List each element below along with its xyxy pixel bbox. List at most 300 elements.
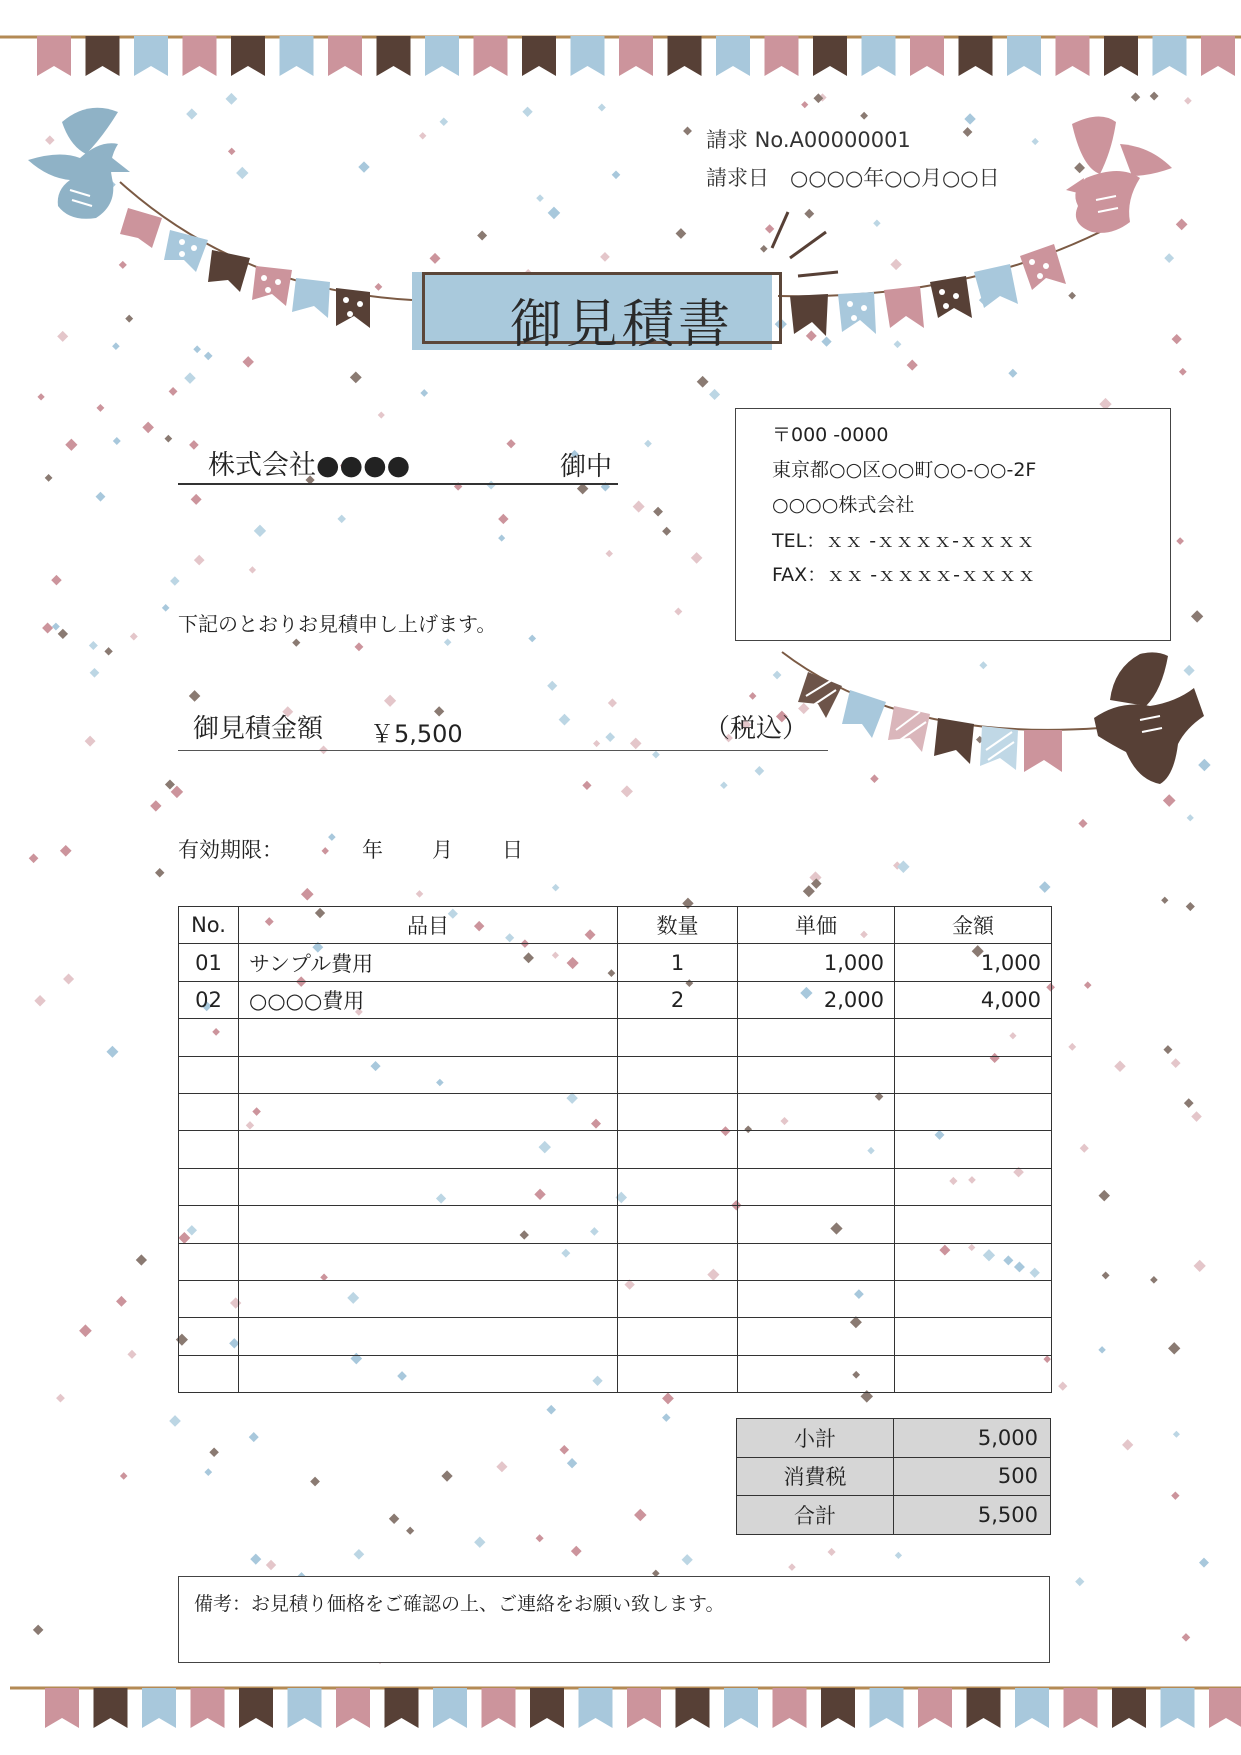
confetti-dot	[389, 1514, 399, 1524]
confetti-dot	[228, 148, 236, 156]
row-unit-price	[738, 1280, 895, 1317]
tax-label: 消費税	[737, 1457, 894, 1496]
totals-table	[736, 1418, 1051, 1535]
confetti-dot	[1187, 814, 1194, 821]
confetti-dot	[375, 283, 383, 291]
row-item	[239, 1243, 618, 1280]
confetti-dot	[127, 1350, 136, 1359]
table-row	[179, 944, 1052, 981]
confetti-dot	[60, 845, 72, 857]
confetti-dot	[29, 853, 39, 863]
confetti-dot	[33, 1625, 44, 1636]
confetti-dot	[430, 253, 441, 264]
top-bunting	[0, 36, 1241, 76]
confetti-dot	[1032, 138, 1039, 145]
confetti-dot	[189, 690, 201, 702]
confetti-dot	[310, 1477, 320, 1487]
confetti-dot	[662, 1393, 674, 1405]
bunting-flag-icon	[280, 36, 314, 76]
confetti-dot	[164, 435, 172, 443]
confetti-dot	[79, 1324, 92, 1337]
bunting-flag-icon	[120, 208, 162, 248]
row-unit-price	[738, 1206, 895, 1243]
table-row	[179, 1093, 1052, 1130]
row-unit-price	[738, 1318, 895, 1355]
confetti-dot	[226, 93, 238, 105]
table-row	[179, 981, 1052, 1018]
confetti-dot	[528, 635, 536, 643]
confetti-dot	[378, 411, 385, 418]
confetti-dot	[552, 884, 560, 892]
confetti-dot	[1099, 1190, 1111, 1202]
bunting-flag-icon	[627, 1688, 661, 1728]
bunting-flag-icon	[482, 1688, 516, 1728]
confetti-dot	[474, 1537, 485, 1548]
confetti-dot	[194, 555, 205, 566]
bunting-flag-icon	[571, 36, 605, 76]
confetti-dot	[644, 440, 652, 448]
confetti-dot	[765, 224, 774, 233]
row-unit-price	[738, 1093, 895, 1130]
amount-underline	[178, 750, 828, 751]
bunting-flag-icon	[838, 292, 876, 334]
confetti-dot	[322, 847, 329, 854]
confetti-dot	[419, 132, 426, 139]
bunting-flag-icon	[959, 36, 993, 76]
confetti-dot	[498, 514, 508, 524]
bunting-flag-icon	[1056, 36, 1090, 76]
subtotal-row	[737, 1419, 1051, 1458]
bunting-flag-icon	[433, 1688, 467, 1728]
bunting-flag-icon	[579, 1688, 613, 1728]
confetti-dot	[89, 641, 98, 650]
row-item: サンプル費用	[239, 944, 618, 981]
left-garland	[28, 108, 412, 328]
bunting-flag-icon	[1153, 36, 1187, 76]
confetti-dot	[598, 104, 606, 112]
bunting-flag-icon	[1024, 730, 1062, 772]
confetti-dot	[184, 372, 196, 384]
confetti-dot	[354, 1549, 365, 1560]
confetti-dot	[170, 576, 180, 586]
bunting-flag-icon	[1112, 1688, 1146, 1728]
bunting-flag-icon	[94, 1688, 128, 1728]
row-unit-price	[738, 1168, 895, 1205]
row-no	[179, 1355, 239, 1392]
header-amount: 金額	[895, 907, 1052, 944]
bunting-flag-icon	[870, 1688, 904, 1728]
confetti-dot	[801, 101, 808, 108]
confetti-dot	[860, 112, 868, 120]
confetti-dot	[51, 575, 62, 586]
confetti-dot	[1080, 1144, 1089, 1153]
row-amount	[895, 1056, 1052, 1093]
confetti-dot	[119, 261, 127, 269]
bunting-flag-icon	[385, 1688, 419, 1728]
bunting-flag-icon	[377, 36, 411, 76]
confetti-dot	[1068, 292, 1076, 300]
table-row	[179, 1243, 1052, 1280]
confetti-dot	[34, 995, 45, 1006]
row-amount	[895, 1168, 1052, 1205]
sender-tel: TEL：ｘｘ -ｘｘｘｘ-ｘｘｘｘ	[772, 530, 1035, 552]
row-no	[179, 1280, 239, 1317]
row-quantity: 2	[618, 981, 738, 1018]
confetti-dot	[821, 337, 831, 347]
row-quantity	[618, 1056, 738, 1093]
confetti-dot	[760, 245, 768, 253]
row-no: 01	[179, 944, 239, 981]
confetti-dot	[662, 1413, 670, 1421]
row-no: 02	[179, 981, 239, 1018]
bunting-flag-icon	[425, 36, 459, 76]
confetti-dot	[1114, 1061, 1126, 1073]
row-unit-price	[738, 1019, 895, 1056]
bunting-flag-icon	[1209, 1688, 1241, 1728]
confetti-dot	[709, 389, 720, 400]
row-amount	[895, 1131, 1052, 1168]
confetti-dot	[209, 1447, 219, 1457]
bunting-flag-icon	[934, 718, 974, 764]
bunting-flag-icon	[252, 266, 292, 306]
confetti-dot	[96, 404, 104, 412]
confetti-dot	[895, 1552, 902, 1559]
row-amount	[895, 1093, 1052, 1130]
confetti-dot	[1179, 368, 1187, 376]
confetti-dot	[384, 695, 396, 707]
confetti-dot	[1161, 897, 1168, 904]
bunting-flag-icon	[862, 36, 896, 76]
confetti-dot	[45, 474, 53, 482]
confetti-dot	[536, 194, 544, 202]
confetti-dot	[1075, 1577, 1084, 1586]
row-no	[179, 1243, 239, 1280]
bunting-flag-icon	[773, 1688, 807, 1728]
bunting-flag-icon	[790, 294, 828, 336]
confetti-dot	[355, 642, 364, 651]
confetti-dot	[416, 890, 424, 898]
confetti-dot	[567, 1458, 577, 1468]
confetti-dot	[546, 1405, 556, 1415]
sender-company: ○○○○株式会社	[772, 494, 915, 516]
confetti-dot	[350, 371, 362, 383]
confetti-dot	[106, 1046, 118, 1058]
bunting-flag-icon	[522, 36, 556, 76]
bunting-flag-icon	[37, 36, 71, 76]
bunting-flag-icon	[668, 36, 702, 76]
row-unit-price: 1,000	[738, 944, 895, 981]
table-header-row	[179, 907, 1052, 944]
confetti-dot	[653, 507, 663, 517]
confetti-dot	[682, 1554, 693, 1565]
confetti-dot	[1008, 369, 1017, 378]
confetti-dot	[907, 360, 918, 371]
confetti-dot	[250, 1554, 261, 1565]
confetti-dot	[1131, 92, 1140, 101]
confetti-dot	[1191, 610, 1203, 622]
table-row	[179, 1318, 1052, 1355]
confetti-dot	[406, 1527, 414, 1535]
row-item	[239, 1093, 618, 1130]
confetti-dot	[963, 127, 973, 137]
row-amount	[895, 1280, 1052, 1317]
bunting-flag-icon	[888, 706, 930, 752]
confetti-dot	[630, 738, 642, 750]
confetti-dot	[1194, 1260, 1206, 1272]
confetti-dot	[633, 501, 645, 513]
confetti-dot	[1078, 819, 1087, 828]
confetti-dot	[440, 117, 449, 126]
row-item	[239, 1280, 618, 1317]
intro-text: 下記のとおりお見積申し上げます。	[178, 612, 497, 636]
bunting-flag-icon	[183, 36, 217, 76]
confetti-dot	[162, 604, 170, 612]
bunting-flag-icon	[164, 230, 208, 272]
confetti-dot	[964, 113, 975, 124]
confetti-dot	[674, 608, 682, 616]
row-quantity	[618, 1019, 738, 1056]
table-row	[179, 1355, 1052, 1392]
row-amount: 4,000	[895, 981, 1052, 1018]
bunting-flag-icon	[208, 250, 250, 292]
confetti-dot	[112, 342, 120, 350]
confetti-dot	[897, 861, 909, 873]
bunting-flag-icon	[765, 36, 799, 76]
confetti-dot	[1176, 537, 1184, 545]
confetti-dot	[337, 515, 346, 524]
tax-row	[737, 1457, 1051, 1496]
confetti-dot	[113, 437, 121, 445]
row-item	[239, 1168, 618, 1205]
confetti-dot	[193, 345, 201, 353]
confetti-dot	[634, 1509, 647, 1522]
bunting-flag-icon	[930, 276, 972, 318]
bunting-flag-icon	[231, 36, 265, 76]
row-no	[179, 1131, 239, 1168]
row-quantity: 1	[618, 944, 738, 981]
estimate-number: 請求 No.A00000001	[706, 128, 911, 152]
confetti-dot	[571, 1546, 582, 1557]
table-row	[179, 1019, 1052, 1056]
confetti-dot	[57, 331, 68, 342]
client-underline	[178, 483, 618, 485]
confetti-dot	[870, 774, 879, 783]
confetti-dot	[444, 638, 452, 646]
confetti-dot	[1074, 162, 1085, 173]
grand-total-label: 合計	[737, 1496, 894, 1535]
row-amount	[895, 1355, 1052, 1392]
confetti-dot	[559, 1445, 569, 1455]
confetti-dot	[249, 1432, 259, 1442]
confetti-dot	[1184, 1098, 1194, 1108]
confetti-dot	[804, 209, 814, 219]
confetti-dot	[96, 492, 106, 502]
confetti-dot	[85, 736, 96, 747]
header-no: No.	[179, 907, 239, 944]
confetti-dot	[45, 135, 55, 145]
bunting-flag-icon	[86, 36, 120, 76]
lower-right-garland	[782, 652, 1204, 784]
confetti-dot	[120, 1472, 128, 1480]
header-item: 品目	[239, 907, 618, 944]
row-amount	[895, 1206, 1052, 1243]
confetti-dot	[652, 751, 660, 759]
confetti-dot	[548, 207, 561, 220]
row-amount	[895, 1019, 1052, 1056]
bunting-flag-icon	[134, 36, 168, 76]
table-row	[179, 1168, 1052, 1205]
row-unit-price	[738, 1131, 895, 1168]
confetti-dot	[1173, 1431, 1180, 1438]
dove-icon	[1066, 116, 1172, 232]
row-amount	[895, 1318, 1052, 1355]
client-honorific: 御中	[560, 452, 613, 482]
confetti-dot	[873, 220, 880, 227]
row-no	[179, 1206, 239, 1243]
confetti-dot	[236, 167, 248, 179]
bunting-flag-icon	[842, 690, 886, 738]
bunting-flag-icon	[530, 1688, 564, 1728]
bunting-flag-icon	[1007, 36, 1041, 76]
confetti-dot	[608, 698, 617, 707]
page-title: 御見積書	[510, 295, 735, 355]
bunting-flag-icon	[884, 286, 924, 328]
row-no	[179, 1168, 239, 1205]
confetti-dot	[328, 833, 336, 841]
row-quantity	[618, 1168, 738, 1205]
row-item	[239, 1056, 618, 1093]
row-unit-price	[738, 1355, 895, 1392]
confetti-dot	[1168, 1342, 1180, 1354]
confetti-dot	[292, 639, 300, 647]
confetti-dot	[828, 1548, 836, 1556]
row-amount: 1,000	[895, 944, 1052, 981]
confetti-dot	[1122, 1439, 1133, 1450]
confetti-dot	[1199, 1558, 1209, 1568]
confetti-dot	[52, 623, 60, 631]
confetti-dot	[130, 633, 138, 641]
row-item	[239, 1131, 618, 1168]
bottom-bunting	[10, 1688, 1241, 1728]
confetti-dot	[612, 170, 621, 179]
confetti-dot	[249, 566, 256, 573]
row-item: ○○○○費用	[239, 981, 618, 1018]
confetti-dot	[169, 387, 178, 396]
confetti-dot	[1150, 92, 1159, 101]
confetti-dot	[186, 108, 197, 119]
confetti-dot	[1164, 253, 1174, 263]
confetti-dot	[204, 1468, 212, 1476]
row-quantity	[618, 1093, 738, 1130]
confetti-dot	[621, 785, 633, 797]
bunting-flag-icon	[336, 1688, 370, 1728]
validity-month: 月	[432, 838, 453, 862]
bunting-flag-icon	[910, 36, 944, 76]
confetti-dot	[63, 973, 74, 984]
confetti-dot	[600, 252, 610, 262]
bunting-flag-icon	[336, 288, 370, 328]
confetti-dot	[1182, 1633, 1191, 1642]
row-unit-price: 2,000	[738, 981, 895, 1018]
confetti-dot	[1171, 1491, 1179, 1499]
confetti-dot	[165, 779, 175, 789]
bunting-flag-icon	[918, 1688, 952, 1728]
confetti-dot	[683, 127, 692, 136]
table-row	[179, 1131, 1052, 1168]
confetti-dot	[803, 885, 815, 897]
confetti-dot	[806, 330, 817, 341]
bunting-flag-icon	[813, 36, 847, 76]
confetti-dot	[676, 228, 687, 239]
confetti-dot	[559, 714, 571, 726]
confetti-dot	[1163, 794, 1176, 807]
confetti-dot	[498, 535, 505, 542]
confetti-dot	[1198, 759, 1210, 771]
bunting-flag-icon	[142, 1688, 176, 1728]
confetti-dot	[58, 629, 68, 639]
confetti-dot	[1102, 1271, 1110, 1279]
items-table	[178, 906, 1052, 1393]
confetti-dot	[749, 692, 757, 700]
bunting-flag-icon	[821, 1688, 855, 1728]
bunting-flag-icon	[967, 1688, 1001, 1728]
estimate-date: 請求日 ○○○○年○○月○○日	[706, 166, 1000, 190]
confetti-dot	[441, 1470, 452, 1481]
confetti-dot	[1163, 1045, 1172, 1054]
confetti-dot	[56, 1394, 65, 1403]
confetti-dot	[37, 393, 44, 400]
bunting-flag-icon	[328, 36, 362, 76]
confetti-dot	[890, 259, 901, 270]
confetti-dot	[136, 1254, 147, 1265]
bunting-flag-icon	[724, 1688, 758, 1728]
confetti-dot	[142, 422, 154, 434]
confetti-dot	[691, 552, 703, 564]
header-unit-price: 単価	[738, 907, 895, 944]
validity-year: 年	[362, 838, 383, 862]
bunting-flag-icon	[1161, 1688, 1195, 1728]
confetti-dot	[605, 732, 615, 742]
confetti-dot	[1084, 981, 1092, 989]
bunting-flag-icon	[1015, 1688, 1049, 1728]
confetti-dot	[65, 439, 77, 451]
confetti-dot	[42, 623, 53, 634]
row-no	[179, 1019, 239, 1056]
confetti-dot	[1191, 1111, 1202, 1122]
row-unit-price	[738, 1243, 895, 1280]
row-item	[239, 1318, 618, 1355]
total-amount-value: ￥5,500	[370, 720, 463, 748]
confetti-dot	[171, 786, 183, 798]
confetti-dot	[1171, 1058, 1181, 1068]
confetti-dot	[536, 1534, 544, 1542]
row-unit-price	[738, 1056, 895, 1093]
confetti-dot	[1184, 665, 1195, 676]
confetti-dot	[755, 766, 765, 776]
total-amount-label: 御見積金額	[193, 714, 324, 744]
confetti-dot	[90, 668, 100, 678]
grand-total-value: 5,500	[894, 1496, 1051, 1535]
confetti-dot	[1176, 219, 1188, 231]
row-quantity	[618, 1131, 738, 1168]
confetti-dot	[788, 1563, 796, 1571]
remarks-text: 備考：お見積り価格をご確認の上、ご連絡をお願い致します。	[194, 1593, 725, 1615]
row-quantity	[618, 1318, 738, 1355]
client-name: 株式会社●●●●	[208, 450, 411, 481]
table-row	[179, 1280, 1052, 1317]
confetti-dot	[506, 439, 515, 448]
confetti-dot	[1186, 902, 1195, 911]
